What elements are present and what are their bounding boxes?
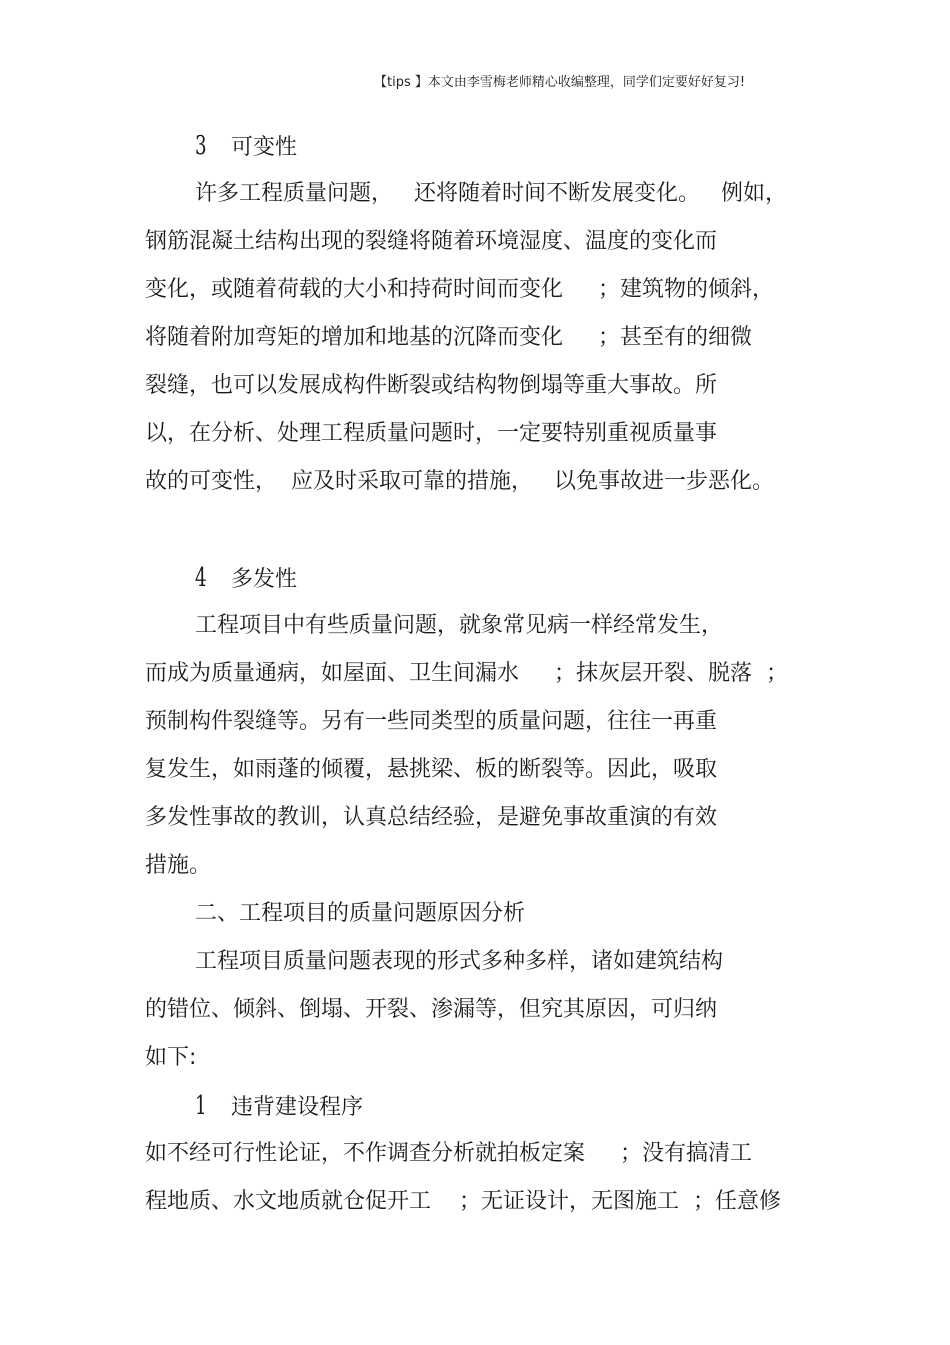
- paragraph-line: 将随着附加弯矩的增加和地基的沉降而变化 ；甚至有的细微: [145, 325, 752, 350]
- paragraph-line: 程地质、水文地质就仓促开工 ；无证设计，无图施工 ；任意修: [145, 1189, 781, 1214]
- paragraph-line: 如下:: [145, 1045, 197, 1070]
- paragraph-line: 措施。: [145, 853, 212, 878]
- paragraph-line: 预制构件裂缝等。另有一些同类型的质量问题，往往一再重: [145, 709, 718, 734]
- paragraph-line: 故的可变性， 应及时采取可靠的措施， 以免事故进一步恶化。: [145, 469, 774, 494]
- paragraph-line: 裂缝，也可以发展成构件断裂或结构物倒塌等重大事故。所: [145, 373, 718, 398]
- paragraph-line: 多发性事故的教训，认真总结经验，是避免事故重演的有效: [145, 805, 718, 830]
- paragraph-line: 以，在分析、处理工程质量问题时，一定要特别重视质量事: [145, 421, 718, 446]
- paragraph-line: 许多工程质量问题， 还将随着时间不断发展变化。 例如，: [195, 181, 787, 206]
- section-1-title: 违背建设程序: [231, 1095, 364, 1120]
- paragraph-line: 的错位、倾斜、倒塌、开裂、渗漏等，但究其原因，可归纳: [145, 997, 718, 1022]
- header-note: 【tips 】本文由李雪梅老师精心收编整理，同学们定要好好复习!: [374, 75, 746, 90]
- paragraph-line: 而成为质量通病，如屋面、卫生间漏水 ；抹灰层开裂、脱落 ；: [145, 661, 788, 686]
- section-1-heading: [195, 1093, 363, 1121]
- section-3-number: 3: [195, 131, 207, 161]
- section-4-heading: [195, 565, 297, 593]
- paragraph-line: 工程项目中有些质量问题，就象常见病一样经常发生，: [195, 613, 724, 638]
- paragraph-line: 变化，或随着荷载的大小和持荷时间而变化 ；建筑物的倾斜，: [145, 277, 774, 302]
- section-3-title: 可变性: [231, 135, 298, 160]
- paragraph-line: 如不经可行性论证，不作调查分析就拍板定案 ；没有搞清工: [145, 1141, 752, 1166]
- part-2-heading: 二、工程项目的质量问题原因分析: [195, 901, 526, 926]
- paragraph-line: 工程项目质量问题表现的形式多种多样，诸如建筑结构: [195, 949, 724, 974]
- paragraph-line: 钢筋混凝土结构出现的裂缝将随着环境湿度、温度的变化而: [145, 229, 718, 254]
- section-4-number: 4: [195, 563, 207, 593]
- section-4-title: 多发性: [231, 567, 298, 592]
- section-3-heading: [195, 133, 297, 161]
- section-1-number: 1: [195, 1091, 207, 1121]
- paragraph-line: 复发生，如雨蓬的倾覆，悬挑梁、板的断裂等。因此，吸取: [145, 757, 718, 782]
